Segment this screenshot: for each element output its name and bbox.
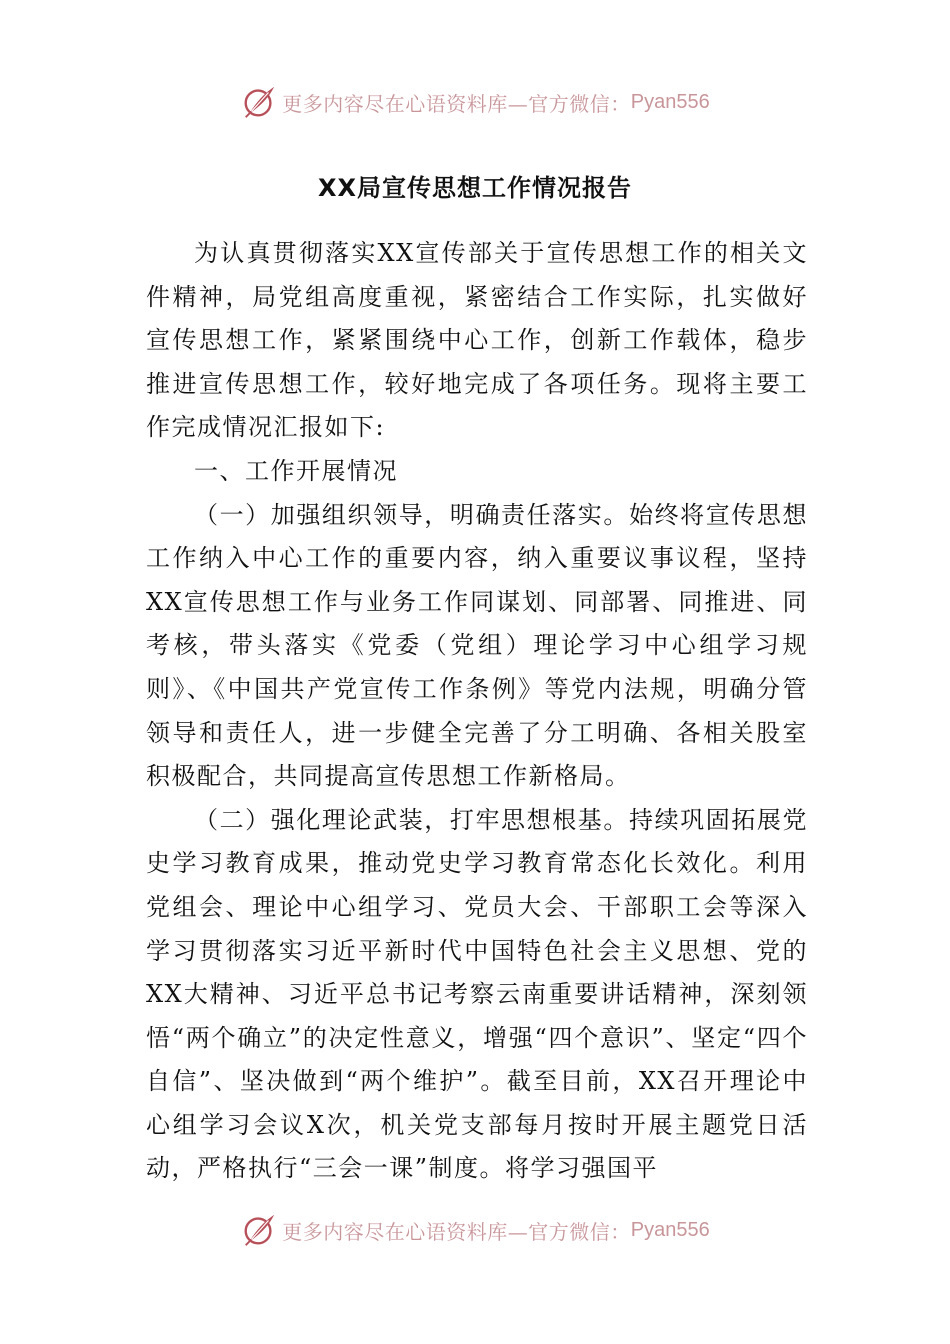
banner-wechat-id: Pyan556 xyxy=(630,1218,710,1241)
document-title: XX局宣传思想工作情况报告 xyxy=(317,174,632,202)
document-body xyxy=(146,232,808,1191)
quill-pen-logo-icon xyxy=(240,83,278,121)
paragraph-intro: 为认真贯彻落实XX宣传部关于宣传思想工作的相关文件精神，局党组高度重视，紧密结合工作实际，扎实做好宣传思想工作，紧紧围绕中心工作，创新工作载体，稳步推进宣传思想工作，较好地完成了各项任务。现将主要工作完成情况汇报如下: xyxy=(146,239,808,442)
banner-text: 更多内容尽在心语资料库—官方微信： xyxy=(282,1219,631,1244)
paragraph-organization: （一）加强组织领导，明确责任落实。始终将宣传思想工作纳入中心工作的重要内容，纳入重要议事议程，坚持XX宣传思想工作与业务工作同谋划、同部署、同推进、同考核，带头落实《党委（党组）理论学习中心组学习规则》、《中国共产党宣传工作条例》等党内法规，明确分管领导和责任人，进一步健全完善了分工明确、各相关股室积极配合，共同提高宣传思想工作新格局。 xyxy=(146,500,808,791)
header-watermark-banner xyxy=(0,80,950,124)
quill-pen-logo-icon xyxy=(240,1211,278,1249)
banner-wechat-id: Pyan556 xyxy=(630,90,710,113)
paragraph-theory: （二）强化理论武装，打牢思想根基。持续巩固拓展党史学习教育成果，推动党史学习教育常态化长效化。利用党组会、理论中心组学习、党员大会、干部职工会等深入学习贯彻落实习近平新时代中国特色社会主义思想、党的XX大精神、习近平总书记考察云南重要讲话精神，深刻领悟“两个确立”的决定性意义，增强“四个意识”、坚定“四个自信”、坚决做到“两个维护”。截至目前，XX召开理论中心组学习会议X次，机关党支部每月按时开展主题党日活动，严格执行“三会一课”制度。将学习强国平 xyxy=(146,805,808,1183)
section-heading: 一、工作开展情况 xyxy=(194,456,398,485)
banner-text: 更多内容尽在心语资料库—官方微信： xyxy=(282,91,631,116)
footer-watermark-banner xyxy=(0,1208,950,1252)
